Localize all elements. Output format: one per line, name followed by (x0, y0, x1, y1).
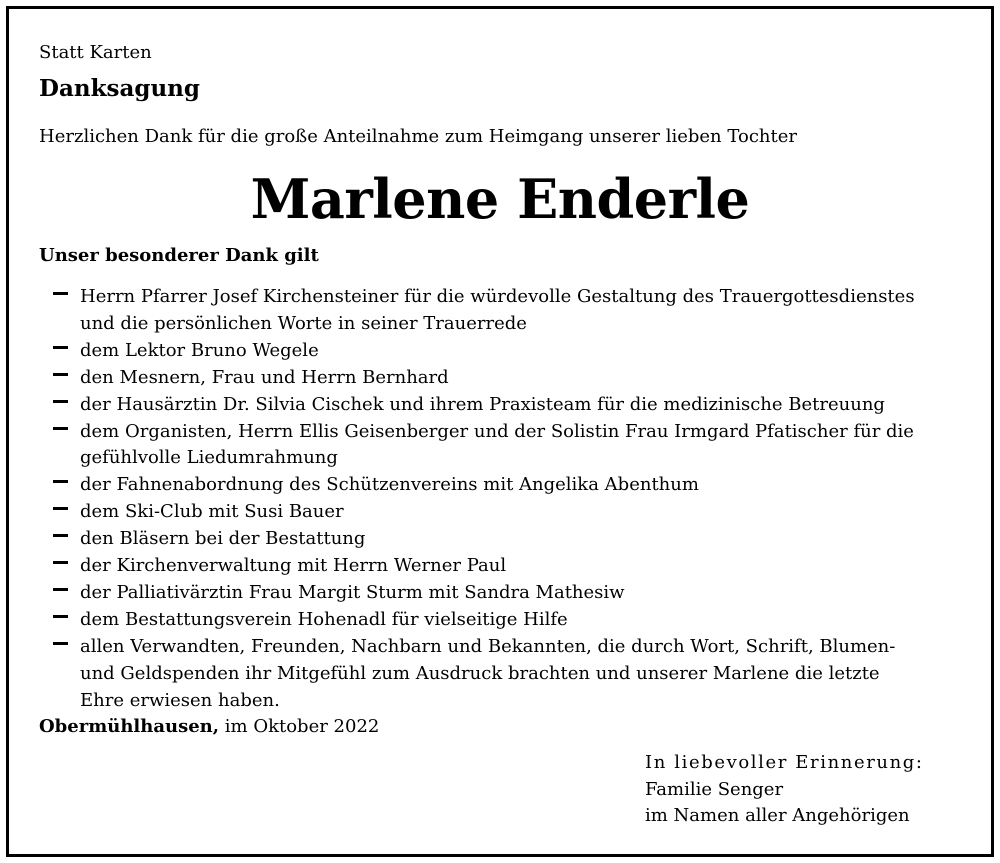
dash-bullet (53, 615, 68, 618)
signature-block (645, 750, 924, 830)
list-item-text: Herrn Pfarrer Josef Kirchensteiner für die würdevolle Gestaltung des Trauergottesdienstes und die persönlichen Worte in seiner Trauerrede (80, 286, 915, 334)
notice-title: Danksagung (39, 75, 200, 102)
list-item (39, 607, 964, 634)
list-item-text: der Kirchenverwaltung mit Herrn Werner Paul (80, 555, 507, 577)
statt-karten-label: Statt Karten (39, 42, 152, 63)
dash-bullet (53, 292, 68, 295)
dash-bullet (53, 427, 68, 430)
deceased-name: Marlene Enderle (250, 167, 750, 231)
dash-bullet (53, 346, 68, 349)
date-text: im Oktober 2022 (219, 716, 380, 737)
list-item (39, 284, 964, 338)
list-item-text: den Bläsern bei der Bestattung (80, 528, 366, 550)
place-date-line (39, 716, 379, 737)
place-name: Obermühlhausen, (39, 716, 220, 737)
dash-bullet (53, 507, 68, 510)
signature-line-2: Familie Senger (645, 778, 784, 800)
list-item (39, 365, 964, 392)
list-item-text: den Mesnern, Frau und Herrn Bernhard (80, 366, 449, 388)
list-item-text: dem Organisten, Herrn Ellis Geisenberger und der Solistin Frau Irmgard Pfatischer für die gefühlvolle Liedumrahmung (80, 420, 914, 469)
list-item (39, 553, 964, 580)
list-item-text: der Hausärztin Dr. Silvia Cischek und ihrem Praxisteam für die medizinische Betreuung (80, 393, 885, 415)
intro-text: Herzlichen Dank für die große Anteilnahme zum Heimgang unserer lieben Tochter (39, 126, 797, 147)
signature-line-1: In liebevoller Erinnerung: (645, 752, 924, 773)
thanks-heading: Unser besonderer Dank gilt (39, 245, 319, 266)
dash-bullet (53, 588, 68, 591)
list-item (39, 392, 964, 419)
dash-bullet (53, 534, 68, 537)
list-item-text: allen Verwandten, Freunden, Nachbarn und Bekannten, die durch Wort, Schrift, Blumen- und Geldspenden ihr Mitgefühl zum Ausdruck brachten und unserer Marlene die letzte Ehre erwiesen haben. (80, 635, 896, 711)
list-item-text: dem Lektor Bruno Wegele (80, 339, 319, 361)
signature-line-3: im Namen aller Angehörigen (645, 805, 910, 826)
list-item (39, 580, 964, 607)
thanks-list (39, 284, 964, 715)
notice-frame (6, 6, 994, 857)
dash-bullet (53, 480, 68, 483)
list-item (39, 499, 964, 526)
list-item (39, 526, 964, 553)
list-item-text: der Fahnenabordnung des Schützenvereins mit Angelika Abenthum (80, 474, 699, 496)
dash-bullet (53, 561, 68, 564)
dash-bullet (53, 400, 68, 403)
dash-bullet (53, 373, 68, 376)
list-item-text: dem Ski-Club mit Susi Bauer (80, 501, 344, 523)
list-item (39, 634, 964, 715)
list-item (39, 419, 964, 473)
list-item (39, 338, 964, 365)
list-item-text: dem Bestattungsverein Hohenadl für vielseitige Hilfe (80, 608, 568, 630)
dash-bullet (53, 642, 68, 645)
list-item-text: der Palliativärztin Frau Margit Sturm mit Sandra Mathesiw (80, 581, 625, 603)
list-item (39, 472, 964, 499)
